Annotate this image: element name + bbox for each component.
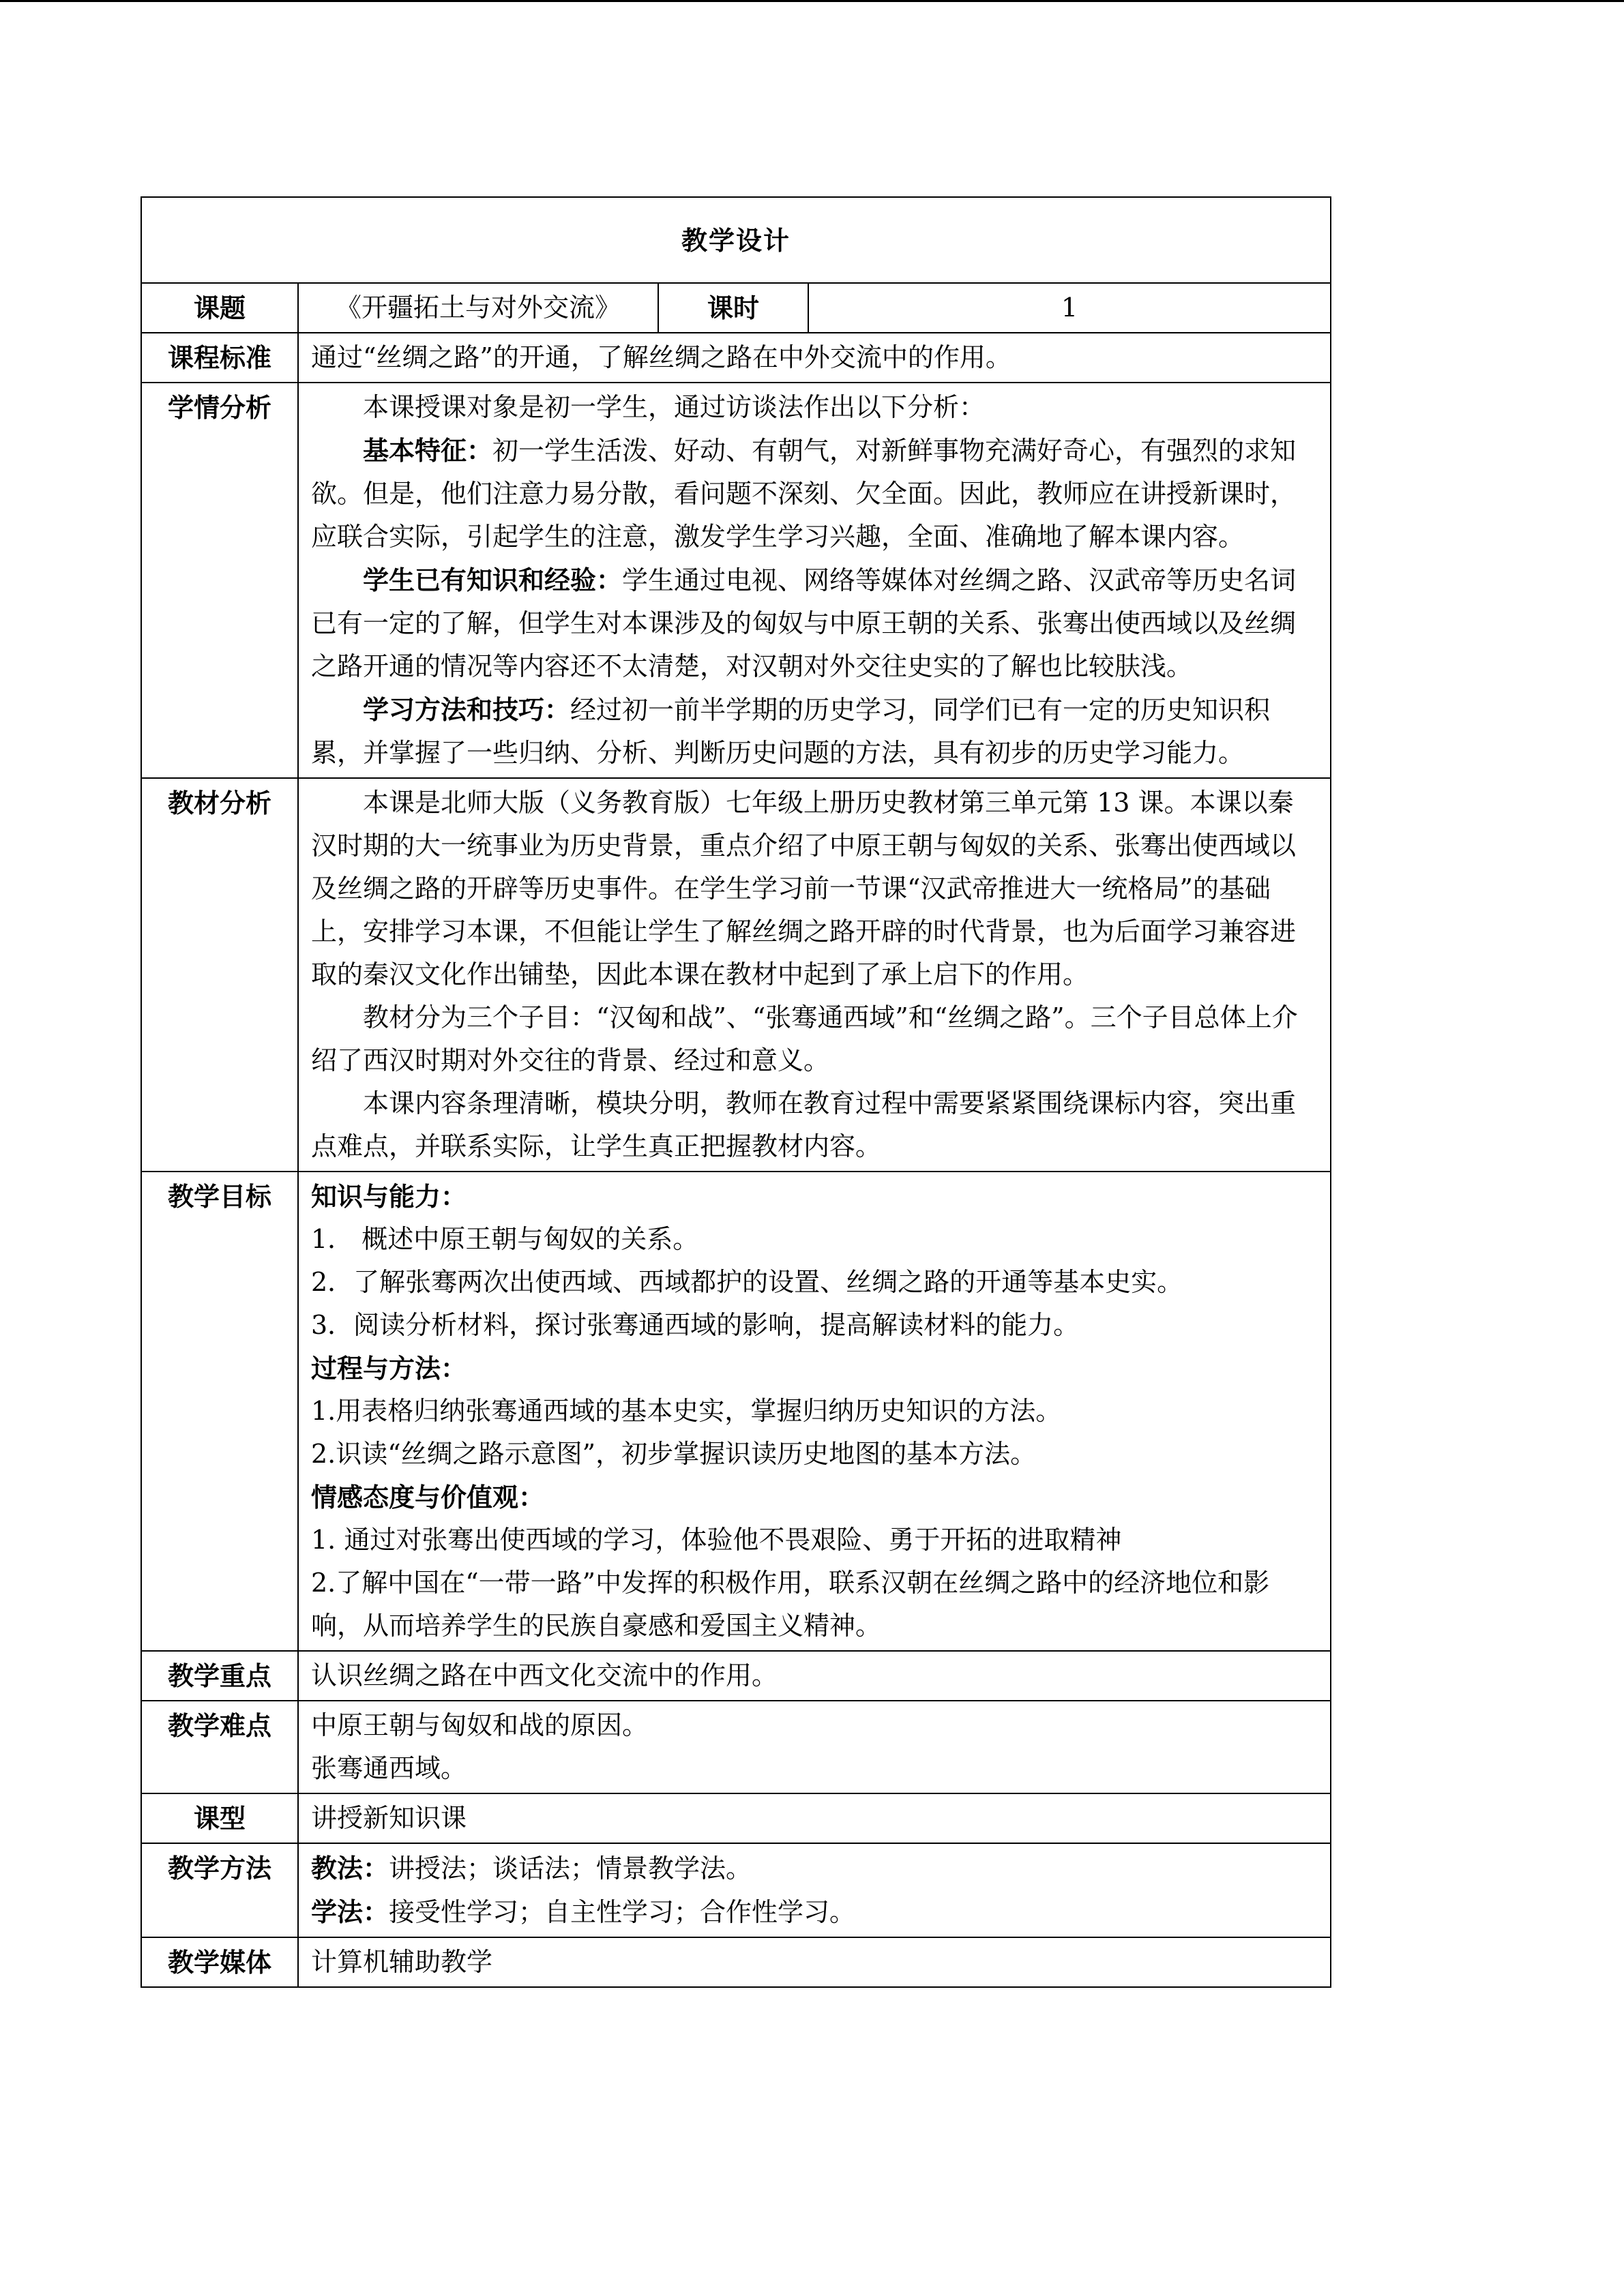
- student-analysis-row: [141, 383, 1331, 778]
- page-top-border: [0, 0, 1624, 2]
- methods-content: [298, 1843, 1331, 1937]
- objective-item: 1.用表格归纳张骞通西域的基本史实，掌握归纳历史知识的方法。: [311, 1396, 1062, 1426]
- title-row: [141, 197, 1331, 283]
- teaching-method: [311, 1847, 1318, 1890]
- media-row: [141, 1937, 1331, 1987]
- student-analysis-paragraph: [311, 429, 1318, 558]
- key-points-row: [141, 1651, 1331, 1701]
- lesson-type-text: 讲授新知识课: [298, 1793, 1331, 1843]
- objective-item: 2.了解中国在“一带一路”中发挥的积极作用，联系汉朝在丝绸之路中的经济地位和影响，从而培养学生的民族自豪感和爱国主义精神。: [311, 1568, 1270, 1641]
- objectives-content: [298, 1172, 1331, 1651]
- hours-value: 1: [808, 283, 1331, 333]
- media-text: 计算机辅助教学: [298, 1937, 1331, 1987]
- material-analysis-content: [298, 778, 1331, 1172]
- objective-heading: 知识与能力：: [311, 1181, 467, 1212]
- student-analysis-label: 学情分析: [141, 383, 298, 778]
- student-analysis-intro: 本课授课对象是初一学生，通过访谈法作出以下分析：: [363, 392, 986, 422]
- objective-item: 1. 通过对张骞出使西域的学习，体验他不畏艰险、勇于开拓的进取精神: [311, 1525, 1122, 1555]
- method-heading: 学法：: [311, 1896, 389, 1927]
- difficulty-item: 张骞通西域。: [311, 1753, 467, 1783]
- standard-text: 通过“丝绸之路”的开通，了解丝绸之路在中外交流中的作用。: [298, 333, 1331, 383]
- difficulty-item: 中原王朝与匈奴和战的原因。: [311, 1710, 649, 1740]
- paragraph-heading: 基本特征：: [363, 435, 493, 466]
- material-analysis-row: [141, 778, 1331, 1172]
- topic-row: [141, 283, 1331, 333]
- student-analysis-content: [298, 383, 1331, 778]
- methods-row: [141, 1843, 1331, 1937]
- media-label: 教学媒体: [141, 1937, 298, 1987]
- key-points-text: 认识丝绸之路在中西文化交流中的作用。: [298, 1651, 1331, 1701]
- objective-heading: 情感态度与价值观：: [311, 1482, 545, 1512]
- method-text: 接受性学习；自主性学习；合作性学习。: [389, 1897, 856, 1927]
- objective-item: 3．阅读分析材料，探讨张骞通西域的影响，提高解读材料的能力。: [311, 1310, 1080, 1340]
- lesson-type-label: 课型: [141, 1793, 298, 1843]
- method-heading: 教法：: [311, 1853, 389, 1883]
- material-paragraph: 本课是北师大版（义务教育版）七年级上册历史教材第三单元第 13 课。本课以秦汉时期的大一统事业为历史背景，重点介绍了中原王朝与匈奴的关系、张骞出使西域以及丝绸之路的开辟等历史事件。在学生学习前一节课“汉武帝推进大一统格局”的基础上，安排学习本课，不但能让学生了解丝绸之路开辟的时代背景，也为后面学习兼容进取的秦汉文化作出铺垫，因此本课在教材中起到了承上启下的作用。: [311, 788, 1297, 989]
- difficulties-row: [141, 1701, 1331, 1793]
- document-title: 教学设计: [141, 197, 1331, 283]
- paragraph-heading: 学习方法和技巧：: [363, 694, 571, 725]
- topic-label: 课题: [141, 283, 298, 333]
- objective-item: 2．了解张骞两次出使西域、西域都护的设置、丝绸之路的开通等基本史实。: [311, 1267, 1183, 1297]
- material-paragraph: 本课内容条理清晰，模块分明，教师在教育过程中需要紧紧围绕课标内容，突出重点难点，并联系实际，让学生真正把握教材内容。: [311, 1088, 1297, 1161]
- topic-value: 《开疆拓土与对外交流》: [298, 283, 658, 333]
- lesson-type-row: [141, 1793, 1331, 1843]
- method-text: 讲授法；谈话法；情景教学法。: [389, 1853, 752, 1883]
- material-analysis-label: 教材分析: [141, 778, 298, 1172]
- hours-label: 课时: [658, 283, 808, 333]
- standard-label: 课程标准: [141, 333, 298, 383]
- objective-item: 1． 概述中原王朝与匈奴的关系。: [311, 1224, 699, 1254]
- objectives-label: 教学目标: [141, 1172, 298, 1651]
- objectives-row: [141, 1172, 1331, 1651]
- methods-label: 教学方法: [141, 1843, 298, 1937]
- objective-heading: 过程与方法：: [311, 1353, 467, 1384]
- student-analysis-paragraph: [311, 688, 1318, 775]
- objective-item: 2.识读“丝绸之路示意图”，初步掌握识读历史地图的基本方法。: [311, 1439, 1037, 1469]
- paragraph-text: 初一学生活泼、好动、有朝气，对新鲜事物充满好奇心，有强烈的求知欲。但是，他们注意力易分散，看问题不深刻、欠全面。因此，教师应在讲授新课时，应联合实际，引起学生的注意，激发学生学习兴趣，全面、准确地了解本课内容。: [311, 436, 1297, 552]
- student-analysis-paragraph: [311, 558, 1318, 688]
- difficulties-content: [298, 1701, 1331, 1793]
- paragraph-text: 学生通过电视、网络等媒体对丝绸之路、汉武帝等历史名词已有一定的了解，但学生对本课涉及的匈奴与中原王朝的关系、张骞出使西域以及丝绸之路开通的情况等内容还不太清楚，对汉朝对外交往史实的了解也比较肤浅。: [311, 565, 1297, 681]
- standard-row: [141, 333, 1331, 383]
- paragraph-text: 经过初一前半学期的历史学习，同学们已有一定的历史知识积累，并掌握了一些归纳、分析、判断历史问题的方法，具有初步的历史学习能力。: [311, 695, 1271, 768]
- paragraph-heading: 学生已有知识和经验：: [363, 565, 623, 595]
- lesson-design-table: [141, 196, 1331, 1988]
- key-points-label: 教学重点: [141, 1651, 298, 1701]
- learning-method: [311, 1890, 1318, 1934]
- difficulties-label: 教学难点: [141, 1701, 298, 1793]
- material-paragraph: 教材分为三个子目：“汉匈和战”、“张骞通西域”和“丝绸之路”。三个子目总体上介绍了西汉时期对外交往的背景、经过和意义。: [311, 1002, 1298, 1075]
